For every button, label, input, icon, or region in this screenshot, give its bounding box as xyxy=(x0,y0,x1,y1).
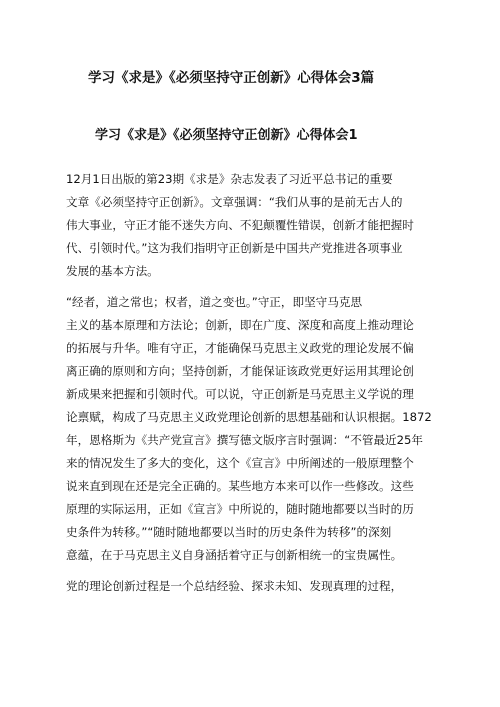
document-title: 学习《求是》《必须坚持守正创新》心得体会3篇 xyxy=(88,70,375,86)
text-line: 史条件为转移。”“随时随地都要以当时的历史条件为转移”的深刻 xyxy=(66,525,392,539)
text-line: 伟大事业，守正才能不迷失方向、不犯颠覆性错误，创新才能把握时 xyxy=(66,218,414,232)
text-line: 发展的基本方法。 xyxy=(66,264,159,278)
document-body xyxy=(66,168,434,606)
text-line: 12月1日出版的第23期《求是》杂志发表了习近平总书记的重要 xyxy=(66,172,393,186)
text-line: 原理的实际运用，正如《宣言》中所说的，随时随地都要以当时的历 xyxy=(66,502,414,516)
text-line: 说来直到现在还是完全正确的。某些地方本来可以作一些修改。这些 xyxy=(66,479,414,493)
text-line: 代、引领时代。”这为我们指明守正创新是中国共产党推进各项事业 xyxy=(66,241,403,255)
paragraph xyxy=(66,168,434,283)
text-line: 党的理论创新过程是一个总结经验、探求未知、发现真理的过程， xyxy=(66,579,403,593)
text-line: 离正确的原则和方向；坚持创新，才能保证该政党更好运用其理论创 xyxy=(66,364,414,378)
paragraph xyxy=(66,291,434,567)
text-line: 意蕴，在于马克思主义自身涵括着守正与创新相统一的宝贵属性。 xyxy=(66,548,403,562)
text-line: 的拓展与升华。唯有守正，才能确保马克思主义政党的理论发展不偏 xyxy=(66,341,414,355)
paragraph xyxy=(66,575,434,598)
text-line: 来的情况发生了多大的变化，这个《宣言》中所阐述的一般原理整个 xyxy=(66,456,414,470)
text-line: 年，恩格斯为《共产党宣言》撰写德文版序言时强调：“不管最近25年 xyxy=(66,433,423,447)
text-line: 论禀赋，构成了马克思主义政党理论创新的思想基础和认识根据。1872 xyxy=(66,410,432,424)
text-line: 新成果来把握和引领时代。可以说，守正创新是马克思主义学说的理 xyxy=(66,387,414,401)
text-line: 主义的基本原理和方法论；创新，即在广度、深度和高度上推动理论 xyxy=(66,318,414,332)
text-line: 文章《必须坚持守正创新》。文章强调：“我们从事的是前无古人的 xyxy=(66,195,403,209)
text-line: “经者，道之常也；权者，道之变也。”守正，即坚守马克思 xyxy=(66,295,363,309)
section-subtitle: 学习《求是》《必须坚持守正创新》心得体会1 xyxy=(95,128,358,143)
